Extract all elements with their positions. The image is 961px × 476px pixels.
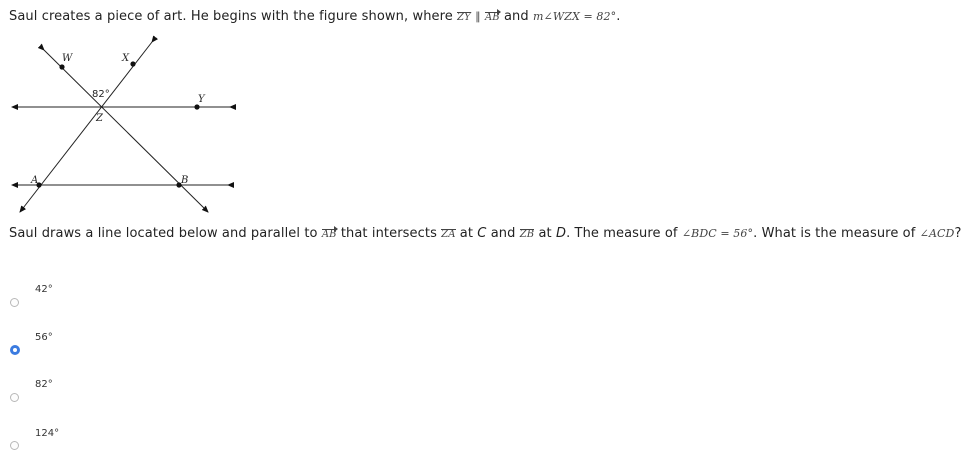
part2-text-f: . The measure of (566, 226, 678, 241)
and-text: and (503, 9, 529, 24)
radio-button[interactable] (10, 298, 19, 307)
ray-zb: ZB (519, 229, 535, 240)
geometry-figure (0, 30, 260, 220)
question-part2 (9, 226, 961, 241)
part2-text-g: . What is the measure of (753, 226, 916, 241)
label-y: Y (198, 94, 205, 105)
point-d-label: D (555, 226, 567, 241)
line-wb (44, 50, 208, 212)
point-c-label: C (477, 226, 487, 241)
angle-wzx: m∠WZX = 82° (532, 10, 617, 23)
choice-label: 124° (35, 428, 60, 439)
ray-za: ZA (441, 229, 456, 240)
point-y (194, 104, 199, 109)
question-mark: ? (954, 226, 961, 241)
radio-button-selected[interactable] (10, 345, 20, 355)
question-prompt (9, 9, 620, 24)
label-w: W (62, 53, 73, 64)
parallel-symbol: ∥ (475, 10, 481, 23)
part2-text-e: at (538, 226, 552, 241)
angle-bdc: ∠BDC = 56° (681, 227, 754, 240)
choice-label: 82° (35, 379, 53, 390)
part2-text-a: Saul draws a line located below and parallel to (9, 226, 318, 241)
period: . (616, 9, 621, 24)
radio-button[interactable] (10, 441, 19, 450)
label-z: Z (96, 113, 103, 124)
radio-button[interactable] (10, 393, 19, 402)
question-intro: Saul creates a piece of art. He begins with the figure shown, where (9, 9, 453, 24)
angle-acd: ∠ACD (919, 227, 955, 240)
choice-label: 56° (35, 332, 53, 343)
point-w (59, 64, 64, 69)
label-a: A (31, 175, 39, 186)
label-x: X (122, 53, 130, 64)
line-ab: AB (484, 12, 500, 23)
choice-label: 42° (35, 284, 53, 295)
part2-text-d: and (490, 226, 516, 241)
label-b: B (181, 175, 189, 186)
angle-label: 82° (92, 89, 110, 100)
line-ab-ref: AB (321, 229, 337, 240)
part2-text-b: that intersects (340, 226, 437, 241)
part2-text-c: at (459, 226, 474, 241)
point-x (130, 61, 135, 66)
ray-zy: ZY (457, 12, 471, 23)
